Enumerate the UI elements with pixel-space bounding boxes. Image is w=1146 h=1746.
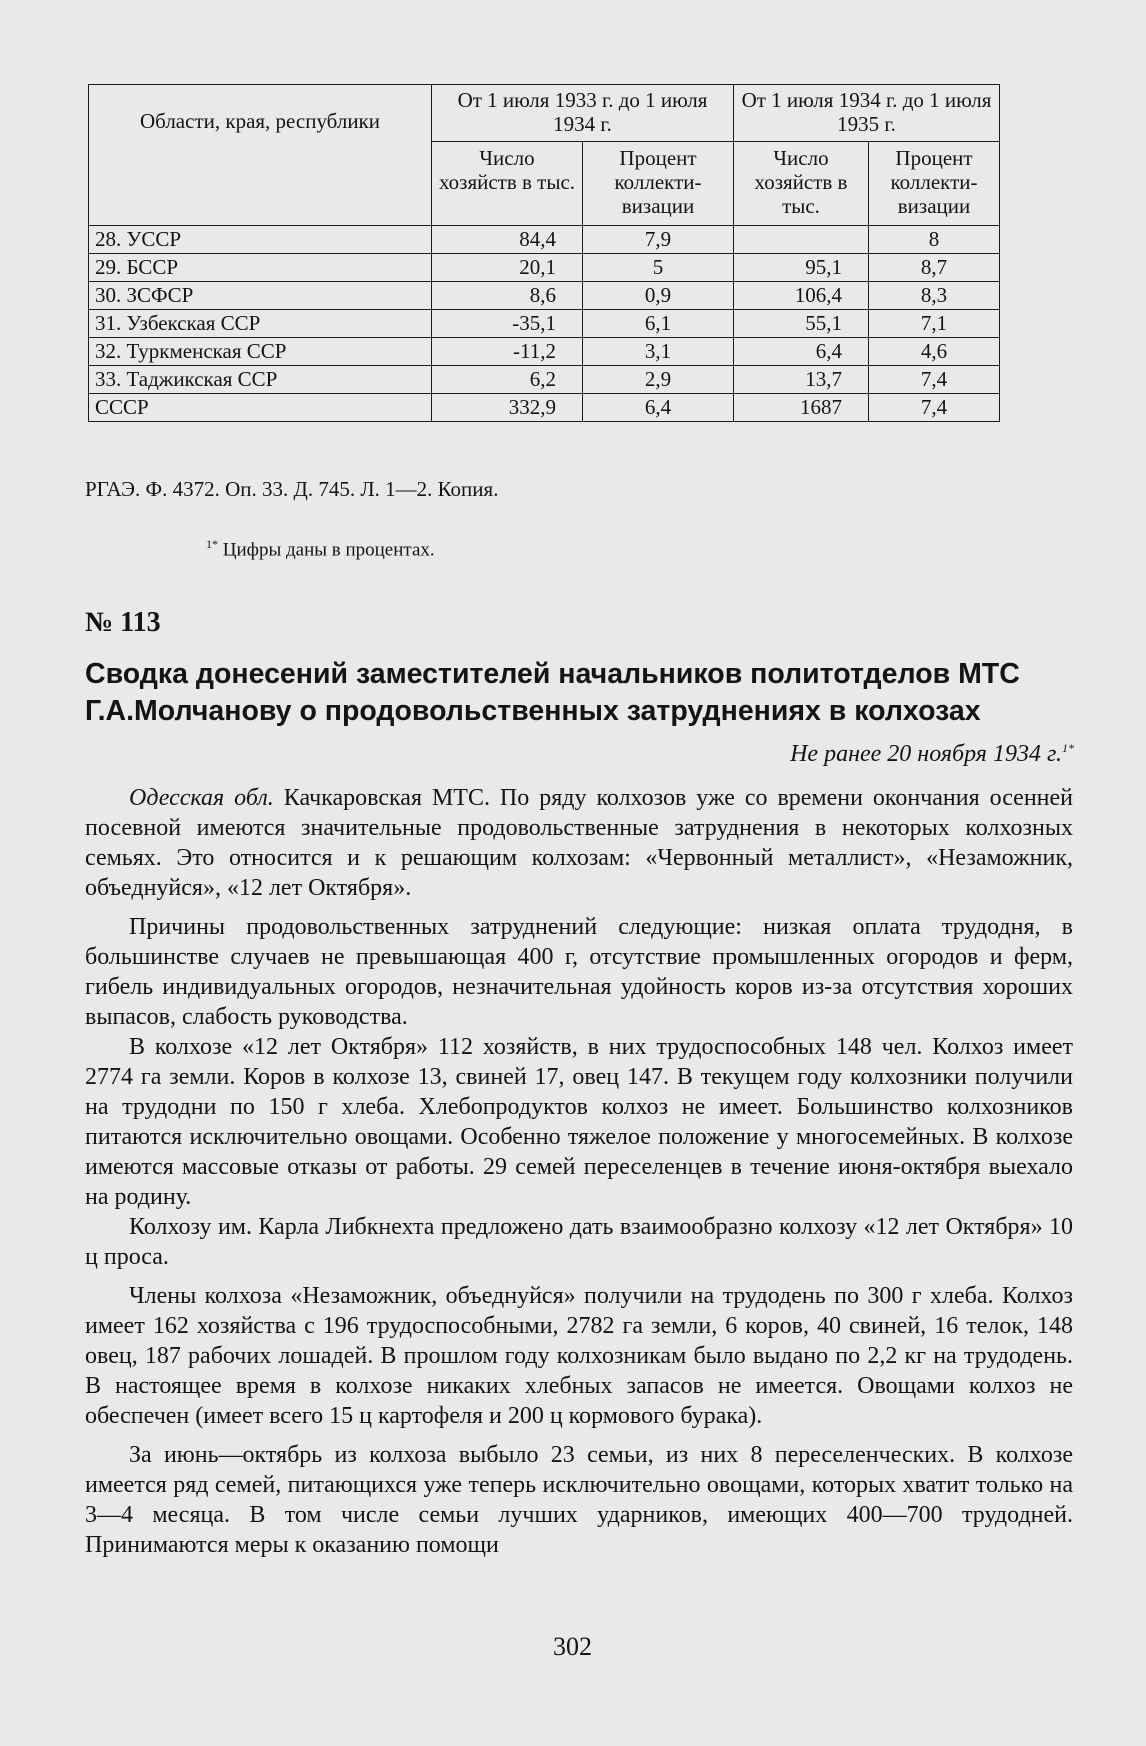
region-name: 32. Туркменская ССР — [89, 338, 432, 366]
table-row — [89, 366, 1000, 394]
region-name: СССР — [89, 394, 432, 422]
table-row — [89, 338, 1000, 366]
region-name: 33. Таджикская ССР — [89, 366, 432, 394]
document-body — [85, 783, 1073, 1560]
region-name: 28. УССР — [89, 226, 432, 254]
page-number: 302 — [553, 1632, 592, 1661]
cell-value: 6,4 — [583, 394, 734, 422]
cell-value: 8,6 — [432, 282, 583, 310]
cell-value: 5 — [583, 254, 734, 282]
cell-value: -35,1 — [432, 310, 583, 338]
footnote-mark: 1* — [206, 537, 218, 551]
paragraph: Члены колхоза «Незаможник, объеднуйся» получили на трудодень по 300 г хлеба. Колхоз имеет 162 хозяйства с 196 трудоспособными, 2782 га земли, 6 коров, 40 свиней, 16 телок, 148 овец, 187 рабочих лошадей. В прошлом году колхозникам было выдано по 2,2 кг на трудодень. В настоящее время в колхозе никаких хлебных запасов не имеется. Овощами колхоз не обеспечен (имеет всего 15 ц картофеля и 200 ц кормового бурака). — [85, 1283, 1073, 1429]
cell-value: 1687 — [734, 394, 869, 422]
cell-value: 95,1 — [734, 254, 869, 282]
table-row-total — [89, 394, 1000, 422]
region-name: 29. БССР — [89, 254, 432, 282]
table-row — [89, 310, 1000, 338]
cell-value: 106,4 — [734, 282, 869, 310]
cell-value: 8 — [869, 226, 1000, 254]
header-period-1934: От 1 июля 1934 г. до 1 июля 1935 г. — [734, 85, 1000, 142]
region-lead: Одесская обл. — [129, 785, 274, 811]
paragraph: Колхозу им. Карла Либкнехта предложено дать взаимообразно колхозу «12 лет Октября» 10 ц проса. — [85, 1214, 1073, 1270]
cell-value: 7,1 — [869, 310, 1000, 338]
date-text: Не ранее 20 ноября 1934 г. — [790, 741, 1062, 767]
cell-value: 6,1 — [583, 310, 734, 338]
header-households: Число хозяйств в тыс. — [432, 142, 583, 226]
cell-value: 0,9 — [583, 282, 734, 310]
cell-value: 6,4 — [734, 338, 869, 366]
table-row — [89, 226, 1000, 254]
header-percent: Процент коллекти-визации — [583, 142, 734, 226]
footnote-text: Цифры даны в процентах. — [222, 539, 435, 561]
document-date — [790, 741, 1074, 768]
paragraph: За июнь—октябрь из колхоза выбыло 23 семьи, из них 8 переселенческих. В колхозе имеется ряд семей, питающихся уже теперь исключительно овощами, которых хватит только на 3—4 месяца. В том числе семьи лучших ударников, имеющих 400—700 трудодней. Принимаются меры к оказанию помощи — [85, 1442, 1073, 1558]
document-title: Сводка донесений заместителей начальников политотделов МТС Г.А.Молчанову о продовольственных затруднениях в колхозах — [85, 658, 1020, 727]
header-period-1933: От 1 июля 1933 г. до 1 июля 1934 г. — [432, 85, 734, 142]
cell-value: 4,6 — [869, 338, 1000, 366]
cell-value: 13,7 — [734, 366, 869, 394]
cell-value: 8,7 — [869, 254, 1000, 282]
region-name: 31. Узбекская ССР — [89, 310, 432, 338]
region-name: 30. ЗСФСР — [89, 282, 432, 310]
document-number: № 113 — [85, 607, 161, 638]
paragraph: В колхозе «12 лет Октября» 112 хозяйств, в них трудоспособных 148 чел. Колхоз имеет 2774 га земли. Коров в колхозе 13, свиней 17, овец 147. В текущем году колхозники получили на трудодни по 150 г хлеба. Хлебопродуктов колхоз не имеет. Большинство колхозников питаются исключительно овощами. Особенно тяжелое положение у многосемейных. В колхозе имеются массовые отказы от работы. 29 семей переселенцев в течение июня-октября выехало на родину. — [85, 1034, 1073, 1210]
archive-source: РГАЭ. Ф. 4372. Оп. 33. Д. 745. Л. 1—2. Копия. — [85, 477, 499, 501]
collectivization-table — [88, 84, 1000, 422]
header-region: Области, края, республики — [89, 85, 432, 226]
cell-value: -11,2 — [432, 338, 583, 366]
cell-value: 20,1 — [432, 254, 583, 282]
table-row — [89, 282, 1000, 310]
cell-value: 332,9 — [432, 394, 583, 422]
paragraph-text: Качкаровская МТС. По ряду колхозов уже со времени окончания осенней посевной имеются значительные продовольственные затруднения в некоторых колхозных семьях. Это относится и к решающим колхозам: «Червонный металлист», «Незаможник, объеднуйся», «12 лет Октября». — [85, 785, 1074, 901]
header-households: Число хозяйств в тыс. — [734, 142, 869, 226]
cell-value: 7,4 — [869, 366, 1000, 394]
cell-value: 7,4 — [869, 394, 1000, 422]
cell-value: 3,1 — [583, 338, 734, 366]
cell-value: 84,4 — [432, 226, 583, 254]
paragraph: Причины продовольственных затруднений следующие: низкая оплата трудодня, в большинстве случаев не превышающая 400 г, отсутствие промышленных огородов и ферм, гибель индивидуальных огородов, незначительная удойность коров из-за отсутствия хороших выпасов, слабость руководства. — [85, 914, 1073, 1030]
date-footnote-mark: 1* — [1062, 741, 1074, 755]
cell-value: 7,9 — [583, 226, 734, 254]
paragraph — [85, 783, 1073, 903]
cell-value — [734, 226, 869, 254]
cell-value: 2,9 — [583, 366, 734, 394]
cell-value: 8,3 — [869, 282, 1000, 310]
table-row — [89, 254, 1000, 282]
cell-value: 55,1 — [734, 310, 869, 338]
footnote — [206, 537, 435, 561]
cell-value: 6,2 — [432, 366, 583, 394]
header-percent: Процент коллекти-визации — [869, 142, 1000, 226]
